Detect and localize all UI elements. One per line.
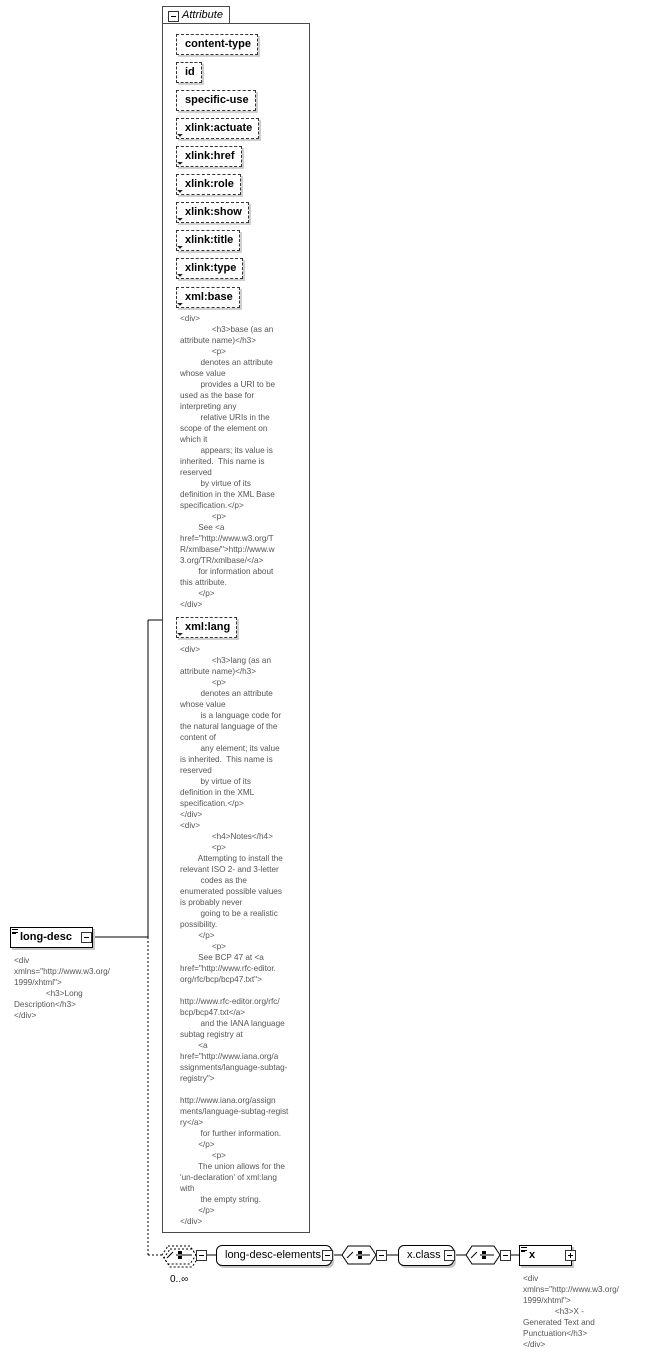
attribute-content-type[interactable]: content-type bbox=[176, 34, 258, 55]
expand-icon[interactable] bbox=[565, 1250, 576, 1261]
group-long-desc-elements[interactable]: long-desc-elements bbox=[216, 1245, 332, 1266]
attribute-xlink-actuate[interactable]: xlink:actuate bbox=[176, 118, 259, 139]
collapse-icon[interactable] bbox=[444, 1250, 455, 1261]
attribute-group-label: Attribute bbox=[182, 9, 223, 21]
attribute-specific-use[interactable]: specific-use bbox=[176, 90, 256, 111]
collapse-icon[interactable] bbox=[81, 932, 92, 943]
attribute-group-tab[interactable] bbox=[162, 6, 230, 24]
attribute-xlink-href[interactable]: xlink:href bbox=[176, 146, 242, 167]
attribute-xlink-role[interactable]: xlink:role bbox=[176, 174, 241, 195]
collapse-icon[interactable] bbox=[196, 1250, 207, 1261]
xml-base-documentation: <div> <h3>base (as an attribute name)</h3> <p> denotes an attribute whose value provides a URI to be used as the base for interpreting any relative URIs in the scope of the element on which it appears; its value is inherited. This name is reserved by virtue of its definition in the XML Base specification.</p> <p> See <a href="http://www.w3.org/T R/xmlbase/">http://www.w 3.org/TR/xmlbase/</a> for information about this attribute. </p> </div> bbox=[180, 314, 276, 609]
documentation-icon bbox=[521, 1247, 527, 1251]
attribute-xlink-title[interactable]: xlink:title bbox=[176, 230, 240, 251]
collapse-icon[interactable] bbox=[500, 1250, 511, 1261]
attribute-xlink-type[interactable]: xlink:type bbox=[176, 258, 243, 279]
cardinality-label: 0..∞ bbox=[170, 1274, 189, 1285]
attribute-xlink-show[interactable]: xlink:show bbox=[176, 202, 249, 223]
xml-lang-documentation: <div> <h3>lang (as an attribute name)</h3> <p> denotes an attribute whose value is a language code for the natural language of the content of any element; its value is inherited. This name is reserved by virtue of its definition in the XML specification.</p> </div> <div> <h4>Notes</h4> <p> Attempting to install the relevant ISO 2- and 3-letter codes as the enumerated possible values is probably never going to be a realistic possibility. </p> <p> See BCP 47 at <a href="http://www.rfc-editor. org/rfc/bcp/bcp47.txt"> http://www.rfc-editor.org/rfc/ bcp/bcp47.txt</a> and the IANA language subtag registry at <a href="http://www.iana.org/a ssignments/language-subtag- registry"> http://www.iana.org/assign ments/language-subtag-regist ry</a> for further information. </p> <p> The union allows for the 'un-declaration' of xml:lang with the empty string. </p> </div> bbox=[180, 645, 289, 1226]
collapse-icon[interactable] bbox=[168, 11, 179, 22]
element-long-desc-label: long-desc bbox=[20, 931, 72, 943]
long-desc-documentation: <div xmlns="http://www.w3.org/ 1999/xhtml"> <h3>Long Description</h3> </div> bbox=[14, 956, 110, 1020]
collapse-icon[interactable] bbox=[376, 1250, 387, 1261]
attribute-xml-base[interactable]: xml:base bbox=[176, 287, 240, 308]
x-documentation: <div xmlns="http://www.w3.org/ 1999/xhtml"> <h3>X - Generated Text and Punctuation</h3> </div> bbox=[523, 1274, 619, 1349]
collapse-icon[interactable] bbox=[322, 1250, 333, 1261]
element-x-label: x bbox=[529, 1249, 536, 1261]
documentation-icon bbox=[12, 929, 18, 933]
attribute-id[interactable]: id bbox=[176, 62, 202, 83]
attribute-xml-lang[interactable]: xml:lang bbox=[176, 617, 237, 638]
group-x-class[interactable]: x.class bbox=[398, 1245, 454, 1266]
